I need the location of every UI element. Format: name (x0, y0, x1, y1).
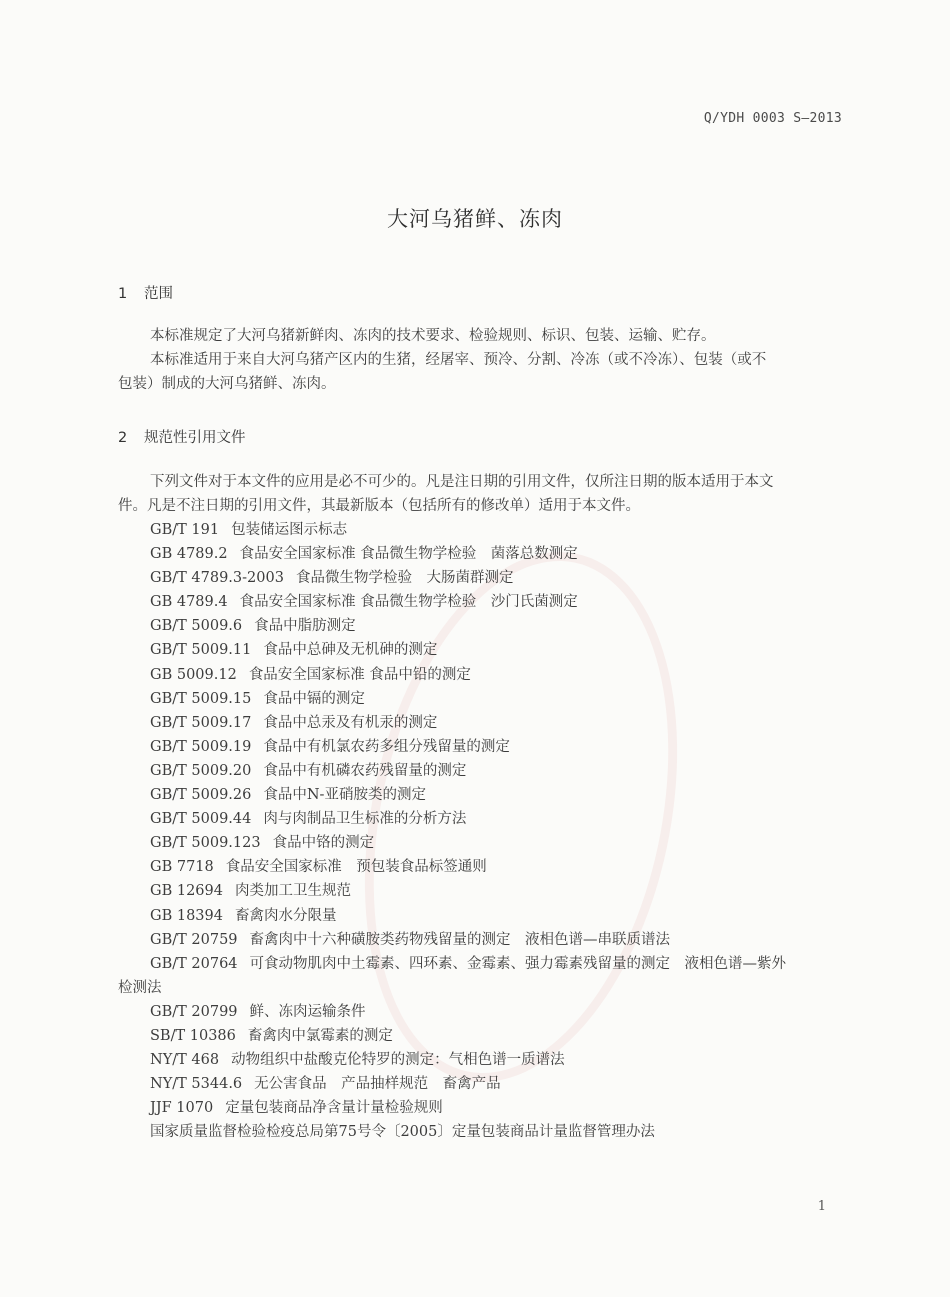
section-number: 2 (118, 430, 128, 446)
reference-title: 包装储运图示标志 (231, 522, 348, 538)
paragraph-line: 件。凡是不注日期的引用文件，其最新版本（包括所有的修改单）适用于本文件。 (118, 498, 640, 514)
reference-title-continuation: 检测法 (118, 979, 162, 996)
section-heading-scope (118, 282, 173, 303)
reference-title: 食品中N-亚硝胺类的测定 (263, 787, 426, 804)
reference-code: GB 7718 (150, 859, 214, 876)
reference-title: 食品中镉的测定 (263, 690, 365, 707)
reference-code: GB/T 5009.26 (150, 787, 252, 804)
reference-title: 无公害食品 产品抽样规范 畜禽产品 (254, 1076, 501, 1093)
reference-item (150, 1000, 845, 1024)
reference-code: GB/T 5009.123 (150, 835, 261, 852)
reference-title: 食品中铬的测定 (272, 835, 375, 852)
reference-code: GB 12694 (150, 883, 223, 900)
reference-code: GB/T 5009.11 (150, 642, 252, 659)
references-intro-paragraph (118, 470, 843, 518)
reference-item (150, 759, 845, 783)
reference-code: GB/T 5009.19 (150, 738, 252, 755)
reference-title: 动物组织中盐酸克伦特罗的测定：气相色谱一质谱法 (231, 1052, 565, 1069)
reference-title: 食品中总汞及有机汞的测定 (263, 714, 438, 731)
reference-code: GB/T 20799 (150, 1003, 238, 1020)
reference-code: GB/T 191 (150, 522, 220, 538)
standard-number: Q/YDH 0003 S—2013 (703, 111, 842, 126)
reference-item (150, 614, 845, 638)
reference-code: GB/T 4789.3-2003 (150, 570, 284, 587)
reference-title: 肉类加工卫生规范 (234, 883, 351, 900)
reference-item (150, 663, 845, 687)
reference-code: GB/T 5009.17 (150, 714, 252, 731)
reference-item (150, 1120, 845, 1144)
reference-title: 肉与肉制品卫生标准的分析方法 (263, 811, 467, 828)
reference-code: GB 18394 (150, 907, 223, 924)
section-title: 范围 (144, 286, 173, 302)
section-number: 1 (118, 286, 128, 302)
paragraph-line: 本标准适用于来自大河乌猪产区内的生猪，经屠宰、预冷、分割、冷冻（或不冷冻）、包装（或不 (150, 352, 767, 368)
reference-item (150, 542, 845, 566)
reference-item (150, 855, 845, 879)
document-title: 大河乌猪鲜、冻肉 (387, 207, 563, 231)
reference-title: 食品中脂肪测定 (254, 618, 356, 635)
reference-title: 畜禽肉中十六种磺胺类药物残留量的测定 液相色谱—串联质谱法 (249, 931, 671, 948)
reference-title: 食品安全国家标准 食品微生物学检验 沙门氏菌测定 (239, 594, 578, 611)
reference-title: 食品安全国家标准 食品微生物学检验 菌落总数测定 (239, 546, 578, 563)
reference-title: 食品中有机氯农药多组分残留量的测定 (263, 738, 510, 755)
reference-code: JJF 1070 (150, 1100, 214, 1117)
section-heading-normative-references (118, 426, 246, 447)
reference-code: SB/T 10386 (150, 1027, 236, 1044)
reference-code: GB/T 20764 (150, 955, 238, 972)
reference-item (150, 1072, 845, 1096)
reference-item (150, 1024, 845, 1048)
reference-title: 可食动物肌肉中土霉素、四环素、金霉素、强力霉素残留量的测定 液相色谱—紫外 (249, 955, 787, 972)
paragraph-line: 本标准规定了大河乌猪新鲜肉、冻肉的技术要求、检验规则、标识、包装、运输、贮存。 (150, 328, 716, 344)
reference-code: GB/T 5009.44 (150, 811, 252, 828)
reference-code: NY/T 468 (150, 1052, 220, 1069)
reference-item (150, 590, 845, 614)
reference-item (150, 735, 845, 759)
reference-item (150, 566, 845, 590)
reference-title: 食品微生物学检验 大肠菌群测定 (295, 570, 514, 587)
reference-item (150, 831, 845, 855)
reference-item (150, 1048, 845, 1072)
paragraph-line: 包装）制成的大河乌猪鲜、冻肉。 (118, 376, 336, 392)
reference-title: 鲜、冻肉运输条件 (249, 1003, 366, 1020)
reference-title: 食品中总砷及无机砷的测定 (263, 642, 438, 659)
reference-list (118, 518, 845, 1144)
reference-item (150, 904, 845, 928)
reference-item (150, 687, 845, 711)
scope-paragraph-2 (118, 348, 843, 396)
reference-title: 食品安全国家标准 预包装食品标签通则 (225, 859, 487, 876)
reference-item (150, 783, 845, 807)
page-number: 1 (817, 1199, 826, 1214)
reference-item (150, 928, 845, 952)
reference-code: GB 4789.4 (150, 594, 228, 611)
reference-title: 畜禽肉水分限量 (234, 907, 337, 924)
reference-code: GB/T 20759 (150, 931, 238, 948)
reference-item (150, 711, 845, 735)
reference-title: 食品安全国家标准 食品中铅的测定 (248, 666, 471, 683)
reference-item (150, 1096, 845, 1120)
reference-item (150, 518, 845, 542)
reference-title: 国家质量监督检验检疫总局第75号令〔2005〕定量包装商品计量监督管理办法 (150, 1124, 655, 1141)
reference-item (150, 638, 845, 662)
paragraph-line: 下列文件对于本文件的应用是必不可少的。凡是注日期的引用文件，仅所注日期的版本适用于本文 (150, 474, 774, 490)
reference-code: GB/T 5009.20 (150, 762, 252, 779)
reference-code: GB/T 5009.15 (150, 690, 252, 707)
reference-title: 食品中有机磷农药残留量的测定 (263, 762, 467, 779)
reference-item (150, 879, 845, 903)
reference-item-continuation (118, 976, 845, 1000)
section-title: 规范性引用文件 (144, 430, 246, 446)
reference-item (150, 807, 845, 831)
reference-code: GB 5009.12 (150, 666, 237, 683)
reference-title: 定量包装商品净含量计量检验规则 (225, 1100, 443, 1117)
reference-item (150, 952, 845, 976)
reference-code: GB 4789.2 (150, 546, 228, 563)
scope-paragraph-1 (118, 324, 843, 348)
reference-code: NY/T 5344.6 (150, 1076, 243, 1093)
reference-title: 畜禽肉中氯霉素的测定 (247, 1027, 393, 1044)
reference-code: GB/T 5009.6 (150, 618, 243, 635)
